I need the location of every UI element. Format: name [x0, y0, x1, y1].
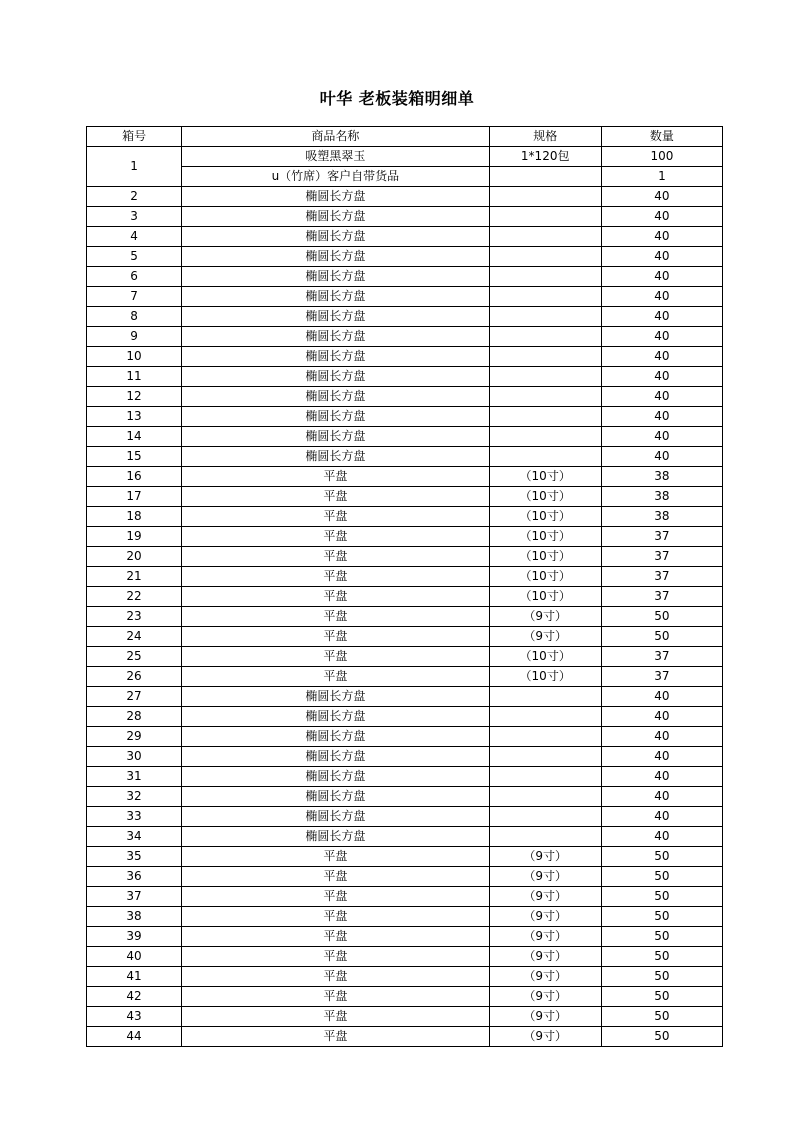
spec-cell: [489, 407, 601, 427]
spec-cell: （10寸）: [489, 567, 601, 587]
product-name-cell: 平盘: [182, 967, 489, 987]
header-row: [87, 127, 723, 147]
qty-cell: 50: [601, 887, 722, 907]
box-no-cell: 19: [87, 527, 182, 547]
table-row: [87, 607, 723, 627]
spec-cell: （9寸）: [489, 967, 601, 987]
box-no-cell: 36: [87, 867, 182, 887]
box-no-cell: 22: [87, 587, 182, 607]
box-no-cell: 16: [87, 467, 182, 487]
spec-cell: [489, 187, 601, 207]
qty-cell: 37: [601, 647, 722, 667]
product-name-cell: u（竹席）客户自带货品: [182, 167, 489, 187]
box-no-cell: 42: [87, 987, 182, 1007]
table-row: [87, 307, 723, 327]
spec-cell: [489, 207, 601, 227]
table-row: [87, 907, 723, 927]
qty-cell: 50: [601, 947, 722, 967]
product-name-cell: 椭圆长方盘: [182, 707, 489, 727]
qty-cell: 38: [601, 467, 722, 487]
qty-cell: 50: [601, 1027, 722, 1047]
qty-cell: 40: [601, 227, 722, 247]
header-product-name: 商品名称: [182, 127, 489, 147]
box-no-cell: 27: [87, 687, 182, 707]
box-no-cell: 41: [87, 967, 182, 987]
table-row: [87, 567, 723, 587]
product-name-cell: 椭圆长方盘: [182, 687, 489, 707]
qty-cell: 50: [601, 987, 722, 1007]
table-row: [87, 387, 723, 407]
qty-cell: 50: [601, 927, 722, 947]
qty-cell: 37: [601, 667, 722, 687]
qty-cell: 40: [601, 327, 722, 347]
qty-cell: 50: [601, 907, 722, 927]
box-no-cell: 8: [87, 307, 182, 327]
table-row: [87, 527, 723, 547]
qty-cell: 40: [601, 347, 722, 367]
table-row: [87, 267, 723, 287]
product-name-cell: 椭圆长方盘: [182, 427, 489, 447]
qty-cell: 37: [601, 587, 722, 607]
product-name-cell: 椭圆长方盘: [182, 247, 489, 267]
product-name-cell: 平盘: [182, 1027, 489, 1047]
table-row: [87, 367, 723, 387]
box-no-cell: 18: [87, 507, 182, 527]
table-row: [87, 867, 723, 887]
box-no-cell: 23: [87, 607, 182, 627]
spec-cell: 1*120包: [489, 147, 601, 167]
box-no-cell: 39: [87, 927, 182, 947]
product-name-cell: 椭圆长方盘: [182, 347, 489, 367]
product-name-cell: 椭圆长方盘: [182, 227, 489, 247]
product-name-cell: 椭圆长方盘: [182, 327, 489, 347]
table-row: [87, 967, 723, 987]
table-row: [87, 587, 723, 607]
spec-cell: [489, 807, 601, 827]
spec-cell: （10寸）: [489, 587, 601, 607]
spec-cell: [489, 327, 601, 347]
box-no-cell: 11: [87, 367, 182, 387]
table-row: [87, 447, 723, 467]
qty-cell: 50: [601, 627, 722, 647]
table-row: [87, 247, 723, 267]
qty-cell: 40: [601, 707, 722, 727]
packing-list-table: [86, 126, 723, 1047]
table-row: [87, 147, 723, 167]
product-name-cell: 平盘: [182, 647, 489, 667]
product-name-cell: 椭圆长方盘: [182, 187, 489, 207]
spec-cell: [489, 707, 601, 727]
product-name-cell: 椭圆长方盘: [182, 747, 489, 767]
box-no-cell: 1: [87, 147, 182, 187]
product-name-cell: 平盘: [182, 547, 489, 567]
spec-cell: [489, 347, 601, 367]
product-name-cell: 平盘: [182, 867, 489, 887]
box-no-cell: 38: [87, 907, 182, 927]
box-no-cell: 44: [87, 1027, 182, 1047]
box-no-cell: 9: [87, 327, 182, 347]
qty-cell: 40: [601, 247, 722, 267]
qty-cell: 1: [601, 167, 722, 187]
table-row: [87, 827, 723, 847]
product-name-cell: 平盘: [182, 507, 489, 527]
qty-cell: 40: [601, 807, 722, 827]
product-name-cell: 椭圆长方盘: [182, 807, 489, 827]
spec-cell: （9寸）: [489, 1007, 601, 1027]
table-row: [87, 727, 723, 747]
box-no-cell: 34: [87, 827, 182, 847]
qty-cell: 40: [601, 787, 722, 807]
box-no-cell: 20: [87, 547, 182, 567]
qty-cell: 50: [601, 847, 722, 867]
qty-cell: 40: [601, 187, 722, 207]
spec-cell: （10寸）: [489, 507, 601, 527]
product-name-cell: 吸塑黑翠玉: [182, 147, 489, 167]
qty-cell: 40: [601, 367, 722, 387]
qty-cell: 50: [601, 607, 722, 627]
qty-cell: 40: [601, 447, 722, 467]
qty-cell: 40: [601, 747, 722, 767]
qty-cell: 50: [601, 967, 722, 987]
box-no-cell: 31: [87, 767, 182, 787]
spec-cell: （10寸）: [489, 547, 601, 567]
table-row: [87, 427, 723, 447]
product-name-cell: 平盘: [182, 847, 489, 867]
table-row: [87, 467, 723, 487]
spec-cell: [489, 247, 601, 267]
spec-cell: （10寸）: [489, 487, 601, 507]
spec-cell: [489, 447, 601, 467]
box-no-cell: 4: [87, 227, 182, 247]
header-box-no: 箱号: [87, 127, 182, 147]
qty-cell: 40: [601, 427, 722, 447]
spec-cell: [489, 427, 601, 447]
table-row: [87, 207, 723, 227]
table-row: [87, 807, 723, 827]
table-row: [87, 747, 723, 767]
product-name-cell: 平盘: [182, 567, 489, 587]
spec-cell: [489, 387, 601, 407]
qty-cell: 50: [601, 1007, 722, 1027]
product-name-cell: 平盘: [182, 627, 489, 647]
qty-cell: 40: [601, 287, 722, 307]
product-name-cell: 椭圆长方盘: [182, 267, 489, 287]
box-no-cell: 43: [87, 1007, 182, 1027]
box-no-cell: 25: [87, 647, 182, 667]
box-no-cell: 33: [87, 807, 182, 827]
table-row: [87, 767, 723, 787]
qty-cell: 37: [601, 567, 722, 587]
spec-cell: （9寸）: [489, 1027, 601, 1047]
product-name-cell: 平盘: [182, 607, 489, 627]
table-row: [87, 627, 723, 647]
box-no-cell: 26: [87, 667, 182, 687]
product-name-cell: 平盘: [182, 887, 489, 907]
table-row: [87, 847, 723, 867]
box-no-cell: 30: [87, 747, 182, 767]
product-name-cell: 椭圆长方盘: [182, 307, 489, 327]
qty-cell: 37: [601, 547, 722, 567]
product-name-cell: 平盘: [182, 487, 489, 507]
product-name-cell: 平盘: [182, 907, 489, 927]
box-no-cell: 28: [87, 707, 182, 727]
spec-cell: （9寸）: [489, 867, 601, 887]
box-no-cell: 17: [87, 487, 182, 507]
box-no-cell: 29: [87, 727, 182, 747]
box-no-cell: 13: [87, 407, 182, 427]
header-spec: 规格: [489, 127, 601, 147]
product-name-cell: 平盘: [182, 947, 489, 967]
product-name-cell: 平盘: [182, 467, 489, 487]
box-no-cell: 7: [87, 287, 182, 307]
document-title: 叶华 老板装箱明细单: [319, 89, 475, 108]
spec-cell: （9寸）: [489, 947, 601, 967]
table-row: [87, 187, 723, 207]
box-no-cell: 14: [87, 427, 182, 447]
spec-cell: [489, 827, 601, 847]
qty-cell: 38: [601, 487, 722, 507]
table-row: [87, 507, 723, 527]
box-no-cell: 6: [87, 267, 182, 287]
product-name-cell: 平盘: [182, 927, 489, 947]
table-row: [87, 327, 723, 347]
product-name-cell: 椭圆长方盘: [182, 767, 489, 787]
table-row: [87, 487, 723, 507]
spec-cell: [489, 367, 601, 387]
spec-cell: [489, 167, 601, 187]
table-row: [87, 287, 723, 307]
spec-cell: （10寸）: [489, 647, 601, 667]
table-row: [87, 947, 723, 967]
table-row: [87, 1007, 723, 1027]
spec-cell: （9寸）: [489, 607, 601, 627]
spec-cell: （10寸）: [489, 667, 601, 687]
box-no-cell: 10: [87, 347, 182, 367]
box-no-cell: 15: [87, 447, 182, 467]
qty-cell: 40: [601, 767, 722, 787]
product-name-cell: 平盘: [182, 987, 489, 1007]
box-no-cell: 37: [87, 887, 182, 907]
product-name-cell: 椭圆长方盘: [182, 387, 489, 407]
box-no-cell: 12: [87, 387, 182, 407]
table-row: [87, 167, 723, 187]
spec-cell: （9寸）: [489, 987, 601, 1007]
qty-cell: 100: [601, 147, 722, 167]
product-name-cell: 椭圆长方盘: [182, 727, 489, 747]
product-name-cell: 椭圆长方盘: [182, 367, 489, 387]
table-row: [87, 647, 723, 667]
product-name-cell: 椭圆长方盘: [182, 207, 489, 227]
qty-cell: 40: [601, 387, 722, 407]
product-name-cell: 平盘: [182, 1007, 489, 1027]
box-no-cell: 40: [87, 947, 182, 967]
spec-cell: [489, 747, 601, 767]
spec-cell: （9寸）: [489, 847, 601, 867]
product-name-cell: 椭圆长方盘: [182, 447, 489, 467]
product-name-cell: 椭圆长方盘: [182, 787, 489, 807]
spec-cell: （10寸）: [489, 467, 601, 487]
table-row: [87, 347, 723, 367]
qty-cell: 40: [601, 407, 722, 427]
box-no-cell: 32: [87, 787, 182, 807]
product-name-cell: 椭圆长方盘: [182, 287, 489, 307]
qty-cell: 40: [601, 827, 722, 847]
qty-cell: 40: [601, 307, 722, 327]
product-name-cell: 平盘: [182, 587, 489, 607]
spec-cell: （9寸）: [489, 927, 601, 947]
qty-cell: 38: [601, 507, 722, 527]
table-row: [87, 687, 723, 707]
spec-cell: （9寸）: [489, 907, 601, 927]
spec-cell: [489, 687, 601, 707]
spec-cell: （9寸）: [489, 887, 601, 907]
qty-cell: 40: [601, 267, 722, 287]
qty-cell: 40: [601, 727, 722, 747]
box-no-cell: 3: [87, 207, 182, 227]
box-no-cell: 5: [87, 247, 182, 267]
spec-cell: [489, 307, 601, 327]
table-row: [87, 227, 723, 247]
table-row: [87, 547, 723, 567]
header-qty: 数量: [601, 127, 722, 147]
spec-cell: [489, 227, 601, 247]
product-name-cell: 平盘: [182, 527, 489, 547]
qty-cell: 37: [601, 527, 722, 547]
box-no-cell: 35: [87, 847, 182, 867]
box-no-cell: 2: [87, 187, 182, 207]
product-name-cell: 平盘: [182, 667, 489, 687]
spec-cell: [489, 787, 601, 807]
table-row: [87, 667, 723, 687]
table-row: [87, 1027, 723, 1047]
spec-cell: （10寸）: [489, 527, 601, 547]
table-row: [87, 887, 723, 907]
box-no-cell: 24: [87, 627, 182, 647]
box-no-cell: 21: [87, 567, 182, 587]
spec-cell: [489, 267, 601, 287]
table-row: [87, 407, 723, 427]
table-body: [87, 147, 723, 1047]
qty-cell: 50: [601, 867, 722, 887]
spec-cell: [489, 727, 601, 747]
spec-cell: [489, 287, 601, 307]
qty-cell: 40: [601, 687, 722, 707]
spec-cell: （9寸）: [489, 627, 601, 647]
table-row: [87, 707, 723, 727]
table-row: [87, 987, 723, 1007]
qty-cell: 40: [601, 207, 722, 227]
table-row: [87, 927, 723, 947]
product-name-cell: 椭圆长方盘: [182, 827, 489, 847]
spec-cell: [489, 767, 601, 787]
product-name-cell: 椭圆长方盘: [182, 407, 489, 427]
table-row: [87, 787, 723, 807]
